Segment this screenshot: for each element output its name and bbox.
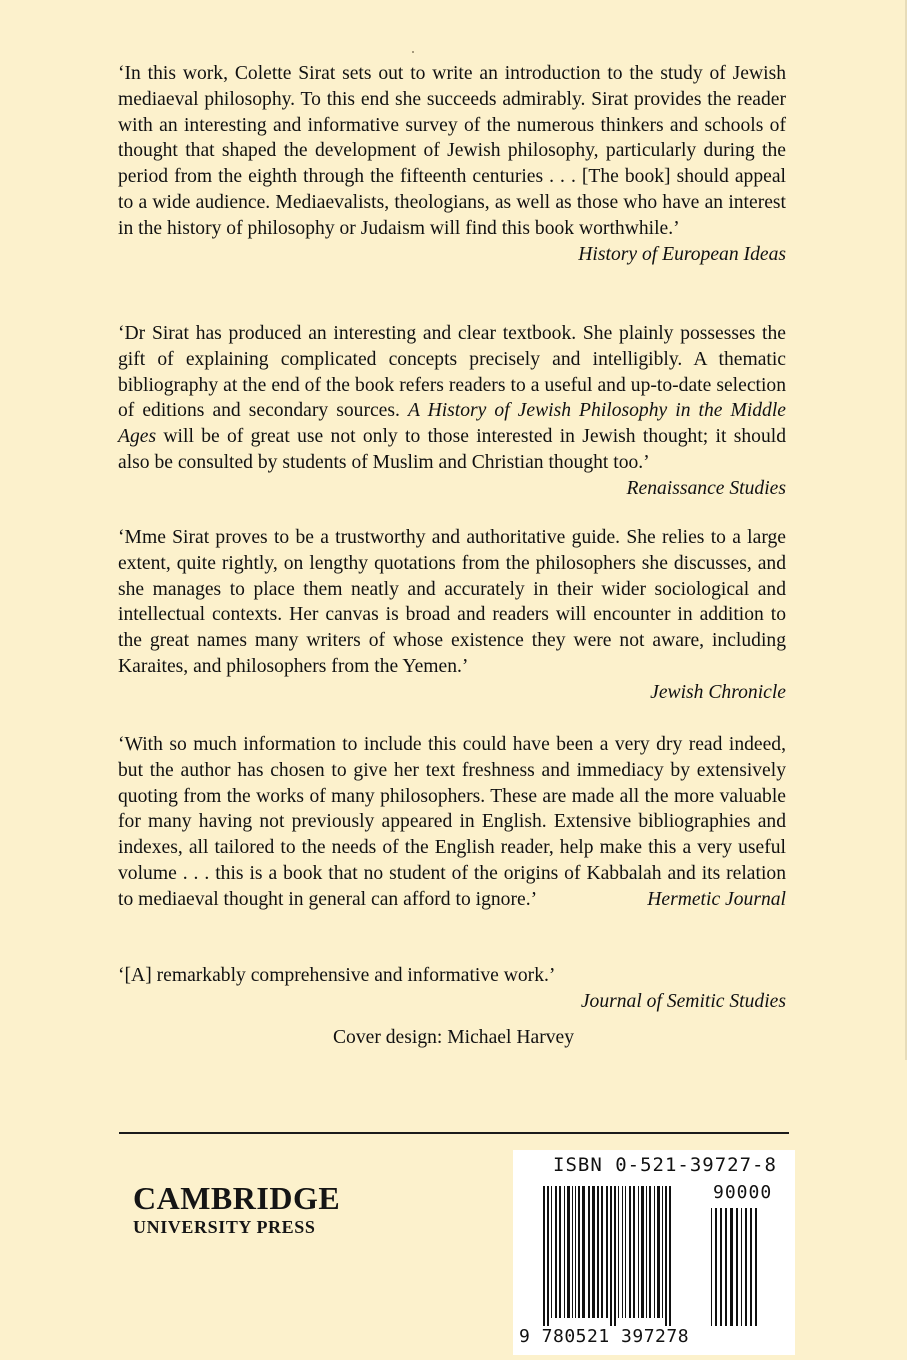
barcode-bar	[745, 1208, 747, 1326]
review-4	[118, 732, 786, 913]
review-5	[118, 963, 786, 1015]
barcode-bar	[715, 1208, 717, 1326]
review-1-text: ‘In this work, Colette Sirat sets out to write an introduction to the study of Jewish mediaeval philosophy. To this end she succeeds admirably. Sirat provides the reader with an interesting and informative survey of the numerous thinkers and schools of thought that shaped the development of Jewish philosophy, particularly during the period from the eighth through the fifteenth centuries . . . [The book] should appeal to a wide audience. Mediaevalists, theologians, as well as those who have an interest in the history of philosophy or Judaism will find this book worthwhile.’	[118, 63, 786, 239]
barcode-bar	[582, 1186, 585, 1318]
barcode-bar	[755, 1208, 757, 1326]
barcode-bar	[646, 1186, 647, 1318]
barcode-bar	[662, 1186, 663, 1318]
barcode-bar	[638, 1186, 639, 1318]
speck	[412, 51, 414, 53]
barcode-bar	[649, 1186, 651, 1318]
barcode-bars	[513, 1150, 795, 1355]
barcode-bar	[654, 1186, 655, 1318]
review-1	[118, 61, 786, 267]
barcode-bar	[588, 1186, 590, 1318]
barcode-bar	[606, 1186, 608, 1318]
barcode-bar	[736, 1208, 738, 1326]
barcode-panel	[513, 1150, 795, 1355]
barcode-bar	[567, 1186, 570, 1318]
barcode-ean-number: 9 780521 397278	[519, 1326, 690, 1347]
barcode-bar	[633, 1186, 635, 1318]
review-2-text-after: will be of great use not only to those interested in Jewish thought; it should also be consulted by students of Muslim and Christian thought too.’	[118, 426, 786, 473]
cover-design-credit: Cover design: Michael Harvey	[332, 1027, 575, 1048]
barcode-bar	[578, 1186, 580, 1318]
review-4-text: ‘With so much information to include this could have been a very dry read indeed, but the author has chosen to give her text freshness and immediacy by extensively quoting from the works of many philosophers. These are made all the more valuable for many having not previously appeared in English. Extensive bibliographies and indexes, all tailored to the needs of the English reader, help make this a very useful volume . . . this is a book that no student of the origins of Kabbalah and its relation to mediaeval thought in general can afford to ignore.’	[118, 734, 786, 910]
publisher-name: CAMBRIDGE	[133, 1180, 341, 1216]
barcode-bar	[601, 1186, 603, 1318]
barcode-bar	[555, 1186, 557, 1318]
barcode-bar	[730, 1208, 733, 1326]
barcode-addon-number: 90000	[713, 1182, 773, 1203]
barcode-bar	[641, 1186, 644, 1318]
barcode-bar	[547, 1186, 549, 1326]
barcode-bar	[720, 1208, 722, 1326]
barcode-bar	[575, 1186, 576, 1318]
barcode-bar	[610, 1186, 612, 1326]
barcode-bar	[622, 1186, 623, 1318]
barcode-bar	[551, 1186, 552, 1318]
review-2-source: Renaissance Studies	[626, 477, 786, 499]
review-1-source: History of European Ideas	[578, 243, 786, 265]
barcode-bar	[543, 1186, 545, 1326]
review-5-source: Journal of Semitic Studies	[580, 990, 786, 1012]
isbn-text: ISBN 0-521-39727-8	[553, 1154, 777, 1176]
barcode-bar	[629, 1186, 631, 1318]
barcode-bar	[559, 1186, 561, 1318]
barcode-bar	[665, 1186, 667, 1326]
barcode-bar	[625, 1186, 626, 1318]
review-3-text: ‘Mme Sirat proves to be a trustworthy and authoritative guide. She relies to a large extent, quite rightly, on lengthy quotations from the philosophers she discusses, and she manages to place them neatly and accurately in their wider sociological and intellectual contexts. Her canvas is broad and readers will encounter in addition to the great names many writers of whose existence they were not aware, including Karaites, and philosophers from the Yemen.’	[118, 527, 786, 677]
barcode-bar	[711, 1208, 712, 1326]
review-4-source: Hermetic Journal	[647, 888, 786, 910]
barcode-bar	[741, 1208, 742, 1326]
review-2	[118, 321, 786, 502]
divider-rule	[119, 1132, 789, 1134]
barcode-bar	[614, 1186, 616, 1326]
review-2-text-before: ‘Dr Sirat has produced an interesting and clear textbook. She plainly possesses the gift of explaining complicated concepts precisely and intelligibly. A thematic bibliography at the end of the book refers readers to a useful and up-to-date selection of editions and secondary sources.	[118, 323, 786, 422]
barcode-bar	[618, 1186, 619, 1318]
publisher-subtitle: UNIVERSITY PRESS	[133, 1217, 316, 1237]
barcode-bar	[572, 1186, 573, 1318]
barcode-bar	[750, 1208, 752, 1326]
barcode-bar	[657, 1186, 660, 1318]
barcode-bar	[669, 1186, 671, 1326]
barcode-bar	[564, 1186, 565, 1318]
barcode-bar	[597, 1186, 599, 1318]
barcode-bar	[725, 1208, 727, 1326]
publisher-logo	[133, 1180, 383, 1238]
review-5-text: ‘[A] remarkably comprehensive and informative work.’	[118, 965, 556, 986]
barcode-bar	[592, 1186, 595, 1318]
review-2-book-title: A History of Jewish Philosophy in the Middle Ages	[118, 400, 786, 448]
review-3-source: Jewish Chronicle	[650, 681, 786, 703]
review-3	[118, 525, 786, 706]
